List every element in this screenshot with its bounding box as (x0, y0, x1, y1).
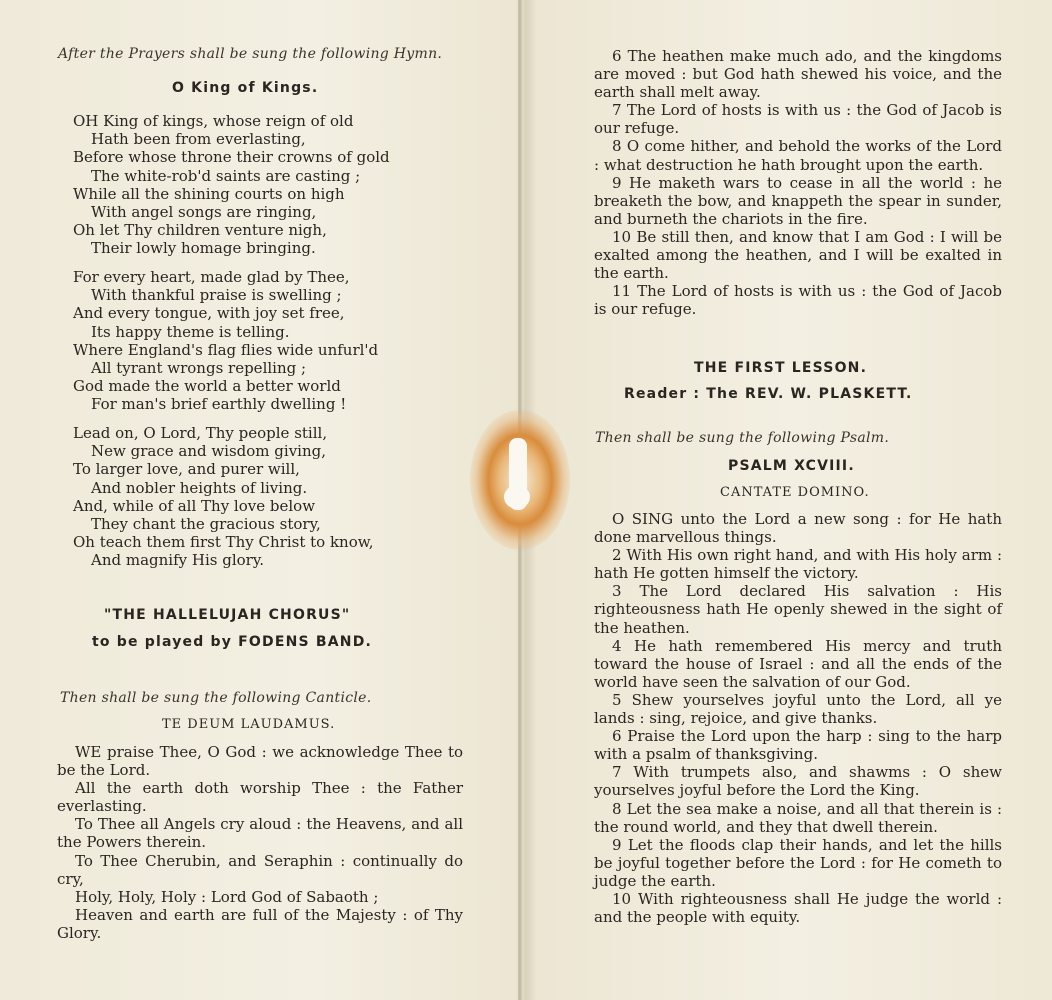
hymn-line: For every heart, made glad by Thee, (73, 268, 350, 286)
psalm-verse: 10 With righteousness shall He judge the world : and the people with equity. (594, 889, 1002, 927)
hymn-line: For man's brief earthly dwelling ! (91, 395, 347, 414)
psalm-intro: Then shall be sung the following Psalm. (595, 430, 890, 446)
psalm-subtitle: CANTATE DOMINO. (720, 485, 870, 500)
hymn-line: And, while of all Thy love below (73, 496, 316, 515)
lesson-reader: Reader : The REV. W. PLASKETT. (624, 386, 913, 402)
chorus-band-line: to be played by FODENS BAND. (92, 634, 373, 650)
psalm-verse: 11 The Lord of hosts is with us : the God of Jacob is our refuge. (594, 282, 1002, 319)
hymn-line: OH King of kings, whose reign of old (73, 112, 354, 130)
hymn-line: God made the world a better world (73, 377, 341, 396)
psalm-verse: 6 Praise the Lord upon the harp : sing to the harp with a psalm of thanksgiving. (594, 727, 1002, 764)
hymn-line: With angel songs are ringing, (91, 203, 317, 222)
hymn-line: With thankful praise is swelling ; (91, 286, 342, 305)
psalm-verse: 8 O come hither, and behold the works of the Lord : what destruction he hath brought upon the earth. (594, 137, 1002, 174)
canticle-verse: Heaven and earth are full of the Majesty : of Thy Glory. (57, 905, 463, 942)
psalm-verse: 4 He hath remembered His mercy and truth toward the house of Israel : and all the ends of the world have seen the salvation of our God. (594, 636, 1002, 691)
psalm-46-continued (594, 47, 1002, 318)
hymn-title: O King of Kings. (172, 80, 319, 96)
psalm-verse: 9 He maketh wars to cease in all the world : he breaketh the bow, and knappeth the spear in sunder, and burneth the chariots in the fire. (594, 173, 1002, 228)
hymn-line: Their lowly homage bringing. (91, 239, 316, 258)
canticle-verse: To Thee Cherubin, and Seraphin : continually do cry, (57, 851, 463, 888)
hymn-intro: After the Prayers shall be sung the following Hymn. (58, 46, 443, 62)
hymn-line: Hath been from everlasting, (91, 130, 306, 149)
psalm-verse: O SING unto the Lord a new song : for He hath done marvellous things. (594, 510, 1002, 547)
hymn-stanza-2 (73, 268, 378, 414)
hymn-line: All tyrant wrongs repelling ; (91, 359, 307, 378)
hymn-line: Its happy theme is telling. (91, 322, 290, 341)
lesson-title: THE FIRST LESSON. (694, 360, 868, 376)
canticle-verse: WE praise Thee, O God : we acknowledge Thee to be the Lord. (57, 743, 463, 780)
hymn-stanza-1 (73, 112, 390, 258)
hymn-line: Oh let Thy children venture nigh, (73, 221, 327, 240)
psalm-verse: 7 The Lord of hosts is with us : the God of Jacob is our refuge. (594, 101, 1002, 138)
hymn-line: They chant the gracious story, (91, 515, 321, 534)
psalm-verse: 5 Shew yourselves joyful unto the Lord, all ye lands : sing, rejoice, and give thanks. (594, 690, 1002, 728)
hymn-stanza-3 (73, 424, 374, 570)
hymn-line: And every tongue, with joy set free, (73, 304, 345, 323)
psalm-98-text (594, 510, 1002, 926)
hymn-line: Before whose throne their crowns of gold (73, 148, 390, 167)
psalm-verse: 7 With trumpets also, and shawms : O shew yourselves joyful before the Lord the King. (594, 763, 1002, 800)
hymn-line: The white-rob'd saints are casting ; (91, 166, 361, 185)
hymn-line: And nobler heights of living. (91, 478, 308, 497)
psalm-verse: 2 With His own right hand, and with His holy arm : hath He gotten himself the victory. (594, 546, 1002, 583)
canticle-title: TE DEUM LAUDAMUS. (162, 717, 336, 732)
canticle-verse: All the earth doth worship Thee : the Father everlasting. (57, 779, 463, 816)
hymn-line: Where England's flag flies wide unfurl'd (73, 340, 379, 359)
canticle-text (57, 743, 463, 942)
right-page (522, 0, 1052, 1000)
psalm-title: PSALM XCVIII. (728, 458, 855, 474)
canticle-verse: Holy, Holy, Holy : Lord God of Sabaoth ; (75, 887, 379, 906)
hymn-line: Oh teach them first Thy Christ to know, (73, 533, 374, 552)
hymn-line: Lead on, O Lord, Thy people still, (73, 424, 328, 442)
psalm-verse: 9 Let the floods clap their hands, and let the hills be joyful together before the Lord : for He cometh to judge the earth. (594, 835, 1002, 890)
hymn-line: While all the shining courts on high (73, 184, 345, 203)
canticle-intro: Then shall be sung the following Canticle. (60, 690, 372, 706)
psalm-verse: 8 Let the sea make a noise, and all that therein is : the round world, and they that dwell therein. (594, 799, 1002, 836)
hymn-line: And magnify His glory. (91, 551, 265, 570)
psalm-verse: 10 Be still then, and know that I am God : I will be exalted among the heathen, and I will be exalted in the earth. (594, 227, 1002, 283)
canticle-verse: To Thee all Angels cry aloud : the Heavens, and all the Powers therein. (57, 815, 463, 852)
psalm-verse: 6 The heathen make much ado, and the kingdoms are moved : but God hath shewed his voice, and the earth shall melt away. (594, 47, 1002, 102)
left-page (0, 0, 520, 1000)
chorus-title: "THE HALLELUJAH CHORUS" (104, 607, 351, 623)
hymn-line: To larger love, and purer will, (73, 460, 300, 479)
psalm-verse: 3 The Lord declared His salvation : His righteousness hath He openly shewed in the sight of the heathen. (594, 582, 1002, 637)
hymn-line: New grace and wisdom giving, (91, 442, 327, 461)
